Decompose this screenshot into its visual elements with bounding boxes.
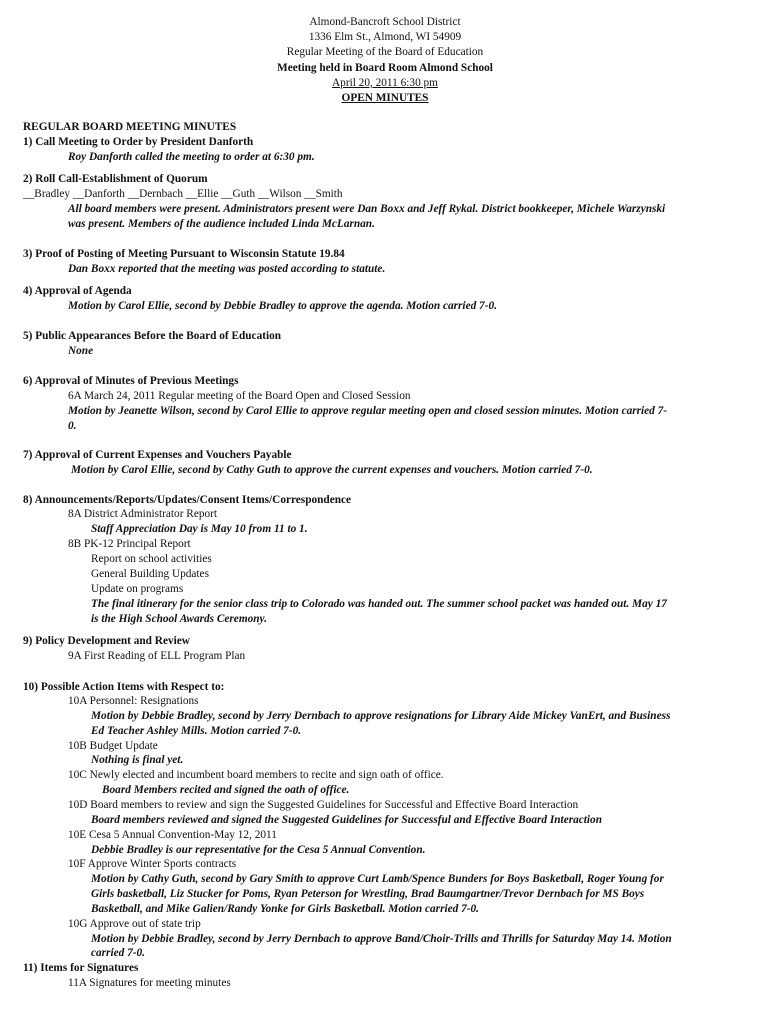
section-note: Basketball, and Mike Galien/Randy Yonke for Girls Basketball. Motion carried 7-0. [91, 903, 479, 915]
section-heading: 2) Roll Call-Establishment of Quorum [23, 173, 208, 185]
section-note: Debbie Bradley is our representative for the Cesa 5 Annual Convention. [91, 844, 426, 856]
section-heading: 4) Approval of Agenda [23, 285, 132, 297]
section-note: Girls basketball, Liz Stucker for Poms, Ryan Peterson for Wrestling, Brad Baumgartner/Trevor Dernbach for MS Boys [91, 888, 645, 900]
meeting-type: Regular Meeting of the Board of Education [286, 46, 484, 58]
section-note: Motion by Jeanette Wilson, second by Carol Ellie to approve regular meeting open and closed session minutes. Motion carried 7- [68, 405, 668, 417]
agenda-item: 6A March 24, 2011 Regular meeting of the Board Open and Closed Session [68, 390, 411, 402]
agenda-item: 9A First Reading of ELL Program Plan [68, 650, 246, 662]
section-heading: 8) Announcements/Reports/Updates/Consent Items/Correspondence [23, 494, 352, 506]
document-type: OPEN MINUTES [341, 92, 429, 104]
section-note: Board members reviewed and signed the Suggested Guidelines for Successful and Effective Board Interaction [91, 814, 602, 826]
meeting-datetime: April 20, 2011 6:30 pm [332, 77, 438, 89]
section-note: Motion by Cathy Guth, second by Gary Smith to approve Curt Lamb/Spence Bunders for Boys Basketball, Roger Young for [91, 873, 664, 885]
section-heading: 7) Approval of Current Expenses and Vouchers Payable [23, 449, 292, 461]
agenda-item: 10F Approve Winter Sports contracts [68, 858, 237, 870]
section-note: Motion by Carol Ellie, second by Debbie Bradley to approve the agenda. Motion carried 7-0. [68, 300, 497, 312]
report-line: General Building Updates [91, 568, 209, 580]
agenda-item: 8A District Administrator Report [68, 508, 218, 520]
section-note: Ed Teacher Ashley Mills. Motion carried 7-0. [91, 725, 302, 737]
section-heading: 5) Public Appearances Before the Board of Education [23, 330, 282, 342]
section-note: Dan Boxx reported that the meeting was posted according to statute. [68, 263, 386, 275]
section-note: Motion by Debbie Bradley, second by Jerry Dernbach to approve Band/Choir-Trills and Thrills for Saturday May 14. Motion [91, 933, 672, 945]
meeting-location: Meeting held in Board Room Almond School [277, 62, 493, 74]
district-name: Almond-Bancroft School District [309, 16, 461, 28]
section-note: is the High School Awards Ceremony. [91, 613, 267, 625]
section-note: Roy Danforth called the meeting to order at 6:30 pm. [68, 151, 315, 163]
section-note: carried 7-0. [91, 947, 145, 959]
roll-call-list: __Bradley __Danforth __Dernbach __Ellie __Guth __Wilson __Smith [23, 188, 343, 200]
section-heading: 1) Call Meeting to Order by President Danforth [23, 136, 254, 148]
section-note: was present. Members of the audience included Linda McLarnan. [68, 218, 375, 230]
section-heading: 9) Policy Development and Review [23, 635, 190, 647]
section-heading: 10) Possible Action Items with Respect to: [23, 681, 225, 693]
agenda-item: 10D Board members to review and sign the Suggested Guidelines for Successful and Effective Board Interaction [68, 799, 579, 811]
agenda-item: 10B Budget Update [68, 740, 158, 752]
section-note: All board members were present. Administrators present were Dan Boxx and Jeff Rykal. District bookkeeper, Michele Warzynski [68, 203, 666, 215]
agenda-item: 8B PK-12 Principal Report [68, 538, 191, 550]
report-line: Update on programs [91, 583, 184, 595]
section-note: Motion by Carol Ellie, second by Cathy Guth to approve the current expenses and vouchers. Motion carried 7-0. [71, 464, 593, 476]
agenda-item: 10A Personnel: Resignations [68, 695, 199, 707]
section-note: Nothing is final yet. [91, 754, 184, 766]
section-heading: 6) Approval of Minutes of Previous Meetings [23, 375, 239, 387]
section-note: Motion by Debbie Bradley, second by Jerry Dernbach to approve resignations for Library Aide Mickey VanErt, and Business [91, 710, 671, 722]
district-address: 1336 Elm St., Almond, WI 54909 [308, 31, 462, 43]
section-heading: 3) Proof of Posting of Meeting Pursuant to Wisconsin Statute 19.84 [23, 248, 345, 260]
section-note: Staff Appreciation Day is May 10 from 11 to 1. [91, 523, 308, 535]
agenda-item: 11A Signatures for meeting minutes [68, 977, 231, 989]
report-line: Report on school activities [91, 553, 212, 565]
agenda-item: 10G Approve out of state trip [68, 918, 201, 930]
section-note: Board Members recited and signed the oath of office. [102, 784, 350, 796]
section-note: 0. [68, 420, 77, 432]
section-note: The final itinerary for the senior class trip to Colorado was handed out. The summer school packet was handed out. May 17 [91, 598, 667, 610]
section-note: None [68, 345, 94, 357]
agenda-item: 10C Newly elected and incumbent board members to recite and sign oath of office. [68, 769, 444, 781]
document-title: REGULAR BOARD MEETING MINUTES [23, 121, 237, 133]
section-heading: 11) Items for Signatures [23, 962, 139, 974]
agenda-item: 10E Cesa 5 Annual Convention-May 12, 2011 [68, 829, 277, 841]
